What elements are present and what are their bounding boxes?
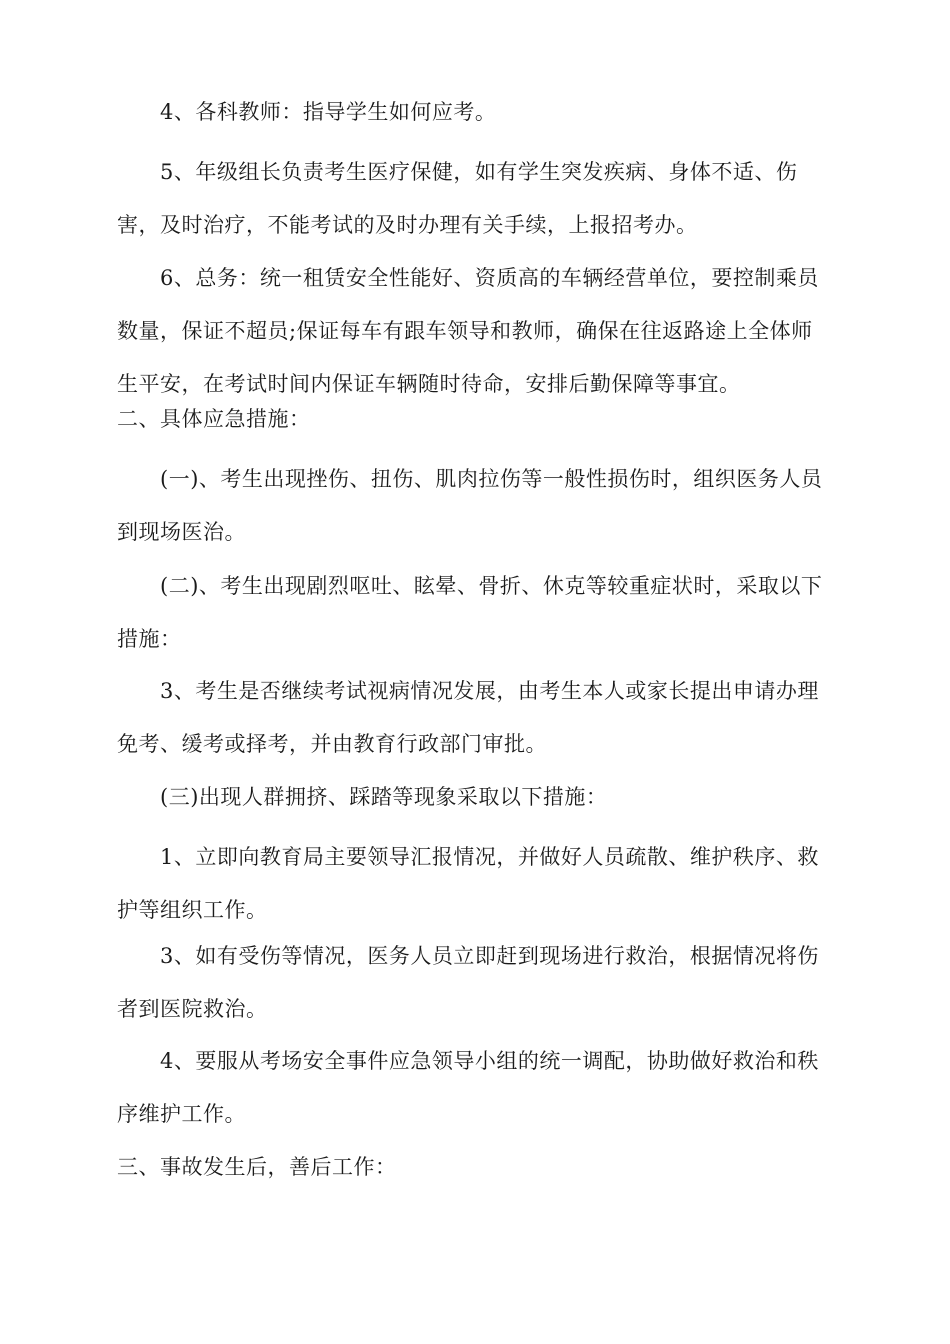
paragraph-general-affairs-duty: 6、总务：统一租赁安全性能好、资质高的车辆经营单位，要控制乘员数量，保证不超员;保证每车有跟车领导和教师，确保在往返路途上全体师生平安，在考试时间内保证车辆随时待命，安排后勤保障等事宜。 xyxy=(117,266,819,396)
paragraph-minor-injuries: (一)、考生出现挫伤、扭伤、肌肉拉伤等一般性损伤时，组织医务人员到现场医治。 xyxy=(117,467,823,544)
paragraph-obey-coordination: 4、要服从考场安全事件应急领导小组的统一调配，协助做好救治和秩序维护工作。 xyxy=(117,1049,819,1126)
section-heading-emergency-measures: 二、具体应急措施： xyxy=(117,407,311,431)
paragraph-serious-symptoms: (二)、考生出现剧烈呕吐、眩晕、骨折、休克等较重症状时，采取以下措施： xyxy=(117,574,823,651)
paragraph-report-to-bureau: 1、立即向教育局主要领导汇报情况，并做好人员疏散、维护秩序、救护等组织工作。 xyxy=(117,845,819,922)
paragraph-crowding-heading: (三)出现人群拥挤、踩踏等现象采取以下措施： xyxy=(160,785,608,809)
paragraph-medical-rescue: 3、如有受伤等情况，医务人员立即赶到现场进行救治，根据情况将伤者到医院救治。 xyxy=(117,944,819,1021)
paragraph-exam-continuation: 3、考生是否继续考试视病情况发展，由考生本人或家长提出申请办理免考、缓考或择考，并由教育行政部门审批。 xyxy=(117,679,819,756)
paragraph-teachers-duty: 4、各科教师：指导学生如何应考。 xyxy=(160,100,497,124)
section-heading-aftermath: 三、事故发生后，善后工作： xyxy=(117,1155,397,1179)
paragraph-grade-leader-duty: 5、年级组长负责考生医疗保健，如有学生突发疾病、身体不适、伤害，及时治疗，不能考试的及时办理有关手续，上报招考办。 xyxy=(117,160,798,237)
